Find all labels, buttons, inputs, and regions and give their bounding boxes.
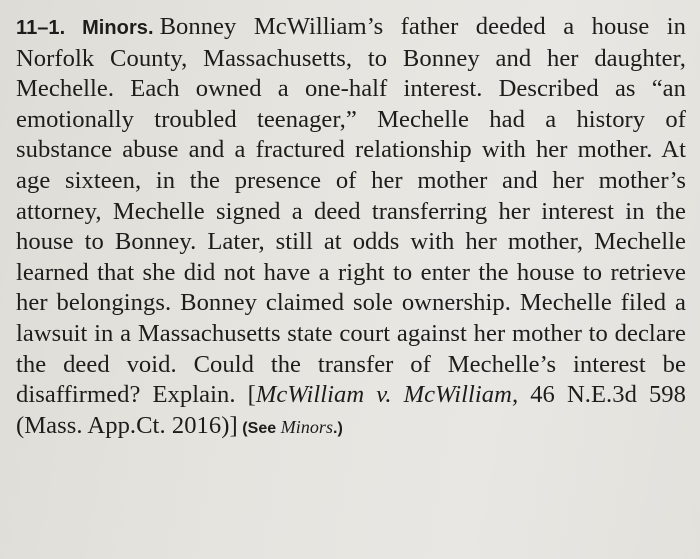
see-reference xyxy=(237,416,343,437)
problem-title: Minors. xyxy=(82,17,154,39)
problem-paragraph xyxy=(16,12,686,444)
see-suffix: .) xyxy=(333,419,343,437)
problem-body: Bonney McWilliam’s father deeded a house in Norfolk County, Massachusetts, to Bonney and her daughter, Mechelle. Each owned a one-half interest. Described as “an emotionally troubled teenager,” Mechelle had a history of substance abuse and a fractured relationship with her mother. At age sixteen, in the presence of her mother and her mother’s attorney, Mechelle signed a deed transferring her interest in the house to Bonney. Later, still at odds with her mother, Mechelle learned that she did not have a right to enter the house to retrieve her belongings. Bonney claimed sole ownership. Mechelle filed a lawsuit in a Massachusetts state court against her mother to declare the deed void. Could the transfer of Mechelle’s interest be disaffirmed? Explain. xyxy=(16,13,686,409)
citation-open: [ xyxy=(247,381,256,409)
citation-details: 46 N.E.3d 598 (Mass. App.Ct. 2016)] xyxy=(16,381,686,439)
problem-number: 11–1. xyxy=(16,17,66,39)
see-prefix: (See xyxy=(237,419,281,437)
problem-label xyxy=(16,17,154,39)
see-topic: Minors xyxy=(280,416,334,437)
case-name: McWilliam v. McWilliam, xyxy=(255,381,519,409)
